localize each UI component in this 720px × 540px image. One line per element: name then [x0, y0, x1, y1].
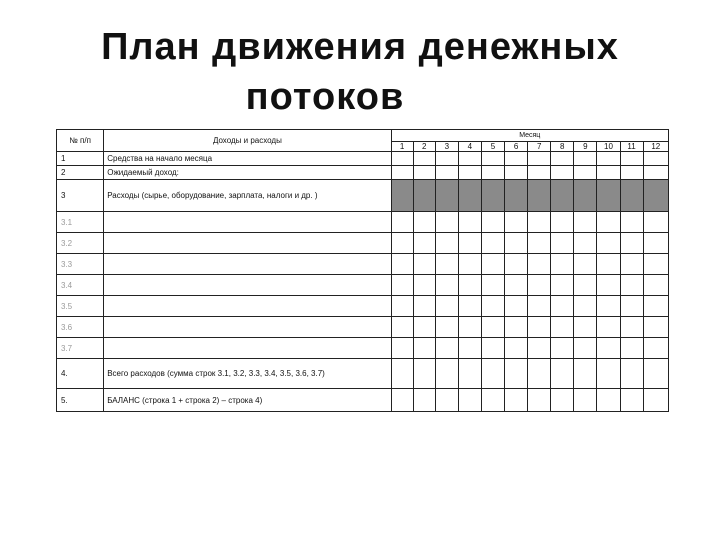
month-cell	[620, 166, 643, 180]
month-cell	[458, 389, 481, 412]
month-cell	[505, 317, 528, 338]
shaded-month-cell	[458, 180, 481, 212]
month-cell	[574, 152, 597, 166]
month-cell	[435, 212, 458, 233]
month-cell	[458, 212, 481, 233]
row-description	[104, 296, 391, 317]
month-cell	[620, 338, 643, 359]
month-cell	[435, 275, 458, 296]
month-cell	[643, 389, 668, 412]
month-cell	[413, 389, 435, 412]
row-description	[104, 233, 391, 254]
month-cell	[528, 359, 551, 389]
month-cell	[458, 275, 481, 296]
month-cell	[481, 166, 504, 180]
row-number: 3	[57, 180, 104, 212]
month-cell	[643, 275, 668, 296]
month-cell	[458, 338, 481, 359]
month-cell	[528, 152, 551, 166]
month-cell	[435, 296, 458, 317]
month-cell	[458, 233, 481, 254]
month-cell	[505, 389, 528, 412]
month-cell	[481, 152, 504, 166]
month-cell	[505, 233, 528, 254]
shaded-month-cell	[551, 180, 574, 212]
table-row	[57, 152, 669, 166]
month-header-cell: 11	[620, 142, 643, 152]
row-number: 4.	[57, 359, 104, 389]
month-cell	[391, 317, 413, 338]
row-description: Всего расходов (сумма строк 3.1, 3.2, 3.3, 3.4, 3.5, 3.6, 3.7)	[104, 359, 391, 389]
row-number: 2	[57, 166, 104, 180]
row-description	[104, 338, 391, 359]
table-row	[57, 296, 669, 317]
month-cell	[435, 389, 458, 412]
month-cell	[481, 338, 504, 359]
table-row	[57, 180, 669, 212]
month-cell	[481, 254, 504, 275]
row-number: 3.1	[57, 212, 104, 233]
table-row	[57, 166, 669, 180]
month-cell	[574, 338, 597, 359]
row-description	[104, 275, 391, 296]
month-cell	[551, 212, 574, 233]
month-cell	[620, 389, 643, 412]
month-cell	[620, 233, 643, 254]
month-cell	[620, 317, 643, 338]
row-description: Расходы (сырье, оборудование, зарплата, налоги и др. )	[104, 180, 391, 212]
month-cell	[643, 317, 668, 338]
month-cell	[574, 389, 597, 412]
table-row	[57, 275, 669, 296]
month-cell	[574, 317, 597, 338]
shaded-month-cell	[643, 180, 668, 212]
month-cell	[574, 233, 597, 254]
month-cell	[574, 254, 597, 275]
month-cell	[597, 389, 620, 412]
month-cell	[528, 254, 551, 275]
month-header-cell: 4	[458, 142, 481, 152]
month-cell	[597, 317, 620, 338]
month-cell	[481, 317, 504, 338]
month-cell	[551, 359, 574, 389]
month-cell	[435, 338, 458, 359]
month-header-cell: 7	[528, 142, 551, 152]
table-row	[57, 212, 669, 233]
month-cell	[435, 359, 458, 389]
row-number: 3.6	[57, 317, 104, 338]
month-cell	[505, 152, 528, 166]
month-header-cell: 3	[435, 142, 458, 152]
month-cell	[551, 254, 574, 275]
column-header-description: Доходы и расходы	[104, 130, 391, 152]
table-row	[57, 389, 669, 412]
month-cell	[643, 359, 668, 389]
month-cell	[597, 359, 620, 389]
row-number: 1	[57, 152, 104, 166]
month-cell	[643, 166, 668, 180]
shaded-month-cell	[597, 180, 620, 212]
column-header-number: № п/п	[57, 130, 104, 152]
month-cell	[391, 212, 413, 233]
month-cell	[643, 233, 668, 254]
month-header-cell: 1	[391, 142, 413, 152]
month-cell	[528, 233, 551, 254]
column-header-month: Месяц	[391, 130, 668, 142]
month-cell	[413, 275, 435, 296]
month-cell	[620, 212, 643, 233]
month-cell	[597, 166, 620, 180]
month-cell	[413, 152, 435, 166]
month-cell	[574, 296, 597, 317]
month-cell	[597, 212, 620, 233]
month-cell	[528, 166, 551, 180]
month-cell	[528, 296, 551, 317]
month-cell	[505, 338, 528, 359]
month-cell	[505, 275, 528, 296]
month-cell	[413, 212, 435, 233]
table-row	[57, 254, 669, 275]
title-line-1: План движения денежных	[101, 26, 619, 68]
month-cell	[574, 275, 597, 296]
month-cell	[505, 166, 528, 180]
row-number: 3.5	[57, 296, 104, 317]
month-cell	[481, 233, 504, 254]
month-cell	[458, 254, 481, 275]
month-cell	[551, 296, 574, 317]
month-cell	[458, 359, 481, 389]
month-cell	[391, 296, 413, 317]
month-cell	[391, 389, 413, 412]
month-cell	[528, 317, 551, 338]
month-cell	[551, 389, 574, 412]
month-cell	[551, 233, 574, 254]
shaded-month-cell	[574, 180, 597, 212]
month-cell	[620, 254, 643, 275]
row-description	[104, 212, 391, 233]
cash-flow-table	[56, 129, 669, 412]
month-header-cell: 12	[643, 142, 668, 152]
month-cell	[643, 152, 668, 166]
month-cell	[435, 254, 458, 275]
month-cell	[435, 317, 458, 338]
month-cell	[391, 152, 413, 166]
month-cell	[597, 233, 620, 254]
month-cell	[481, 359, 504, 389]
table-row	[57, 359, 669, 389]
month-cell	[391, 166, 413, 180]
table-row	[57, 233, 669, 254]
row-description: БАЛАНС (строка 1 + строка 2) – строка 4)	[104, 389, 391, 412]
month-cell	[620, 359, 643, 389]
month-cell	[528, 338, 551, 359]
month-cell	[574, 359, 597, 389]
month-cell	[391, 275, 413, 296]
month-header-cell: 6	[505, 142, 528, 152]
month-cell	[481, 212, 504, 233]
row-description	[104, 317, 391, 338]
shaded-month-cell	[435, 180, 458, 212]
month-cell	[435, 152, 458, 166]
table-row	[57, 317, 669, 338]
month-cell	[391, 338, 413, 359]
title-line-2: потоков	[245, 76, 405, 118]
month-cell	[458, 166, 481, 180]
month-cell	[620, 296, 643, 317]
month-cell	[597, 275, 620, 296]
month-cell	[505, 212, 528, 233]
month-cell	[643, 254, 668, 275]
month-cell	[551, 317, 574, 338]
table-body	[57, 152, 669, 412]
row-description: Средства на начало месяца	[104, 152, 391, 166]
month-cell	[481, 275, 504, 296]
row-number: 3.2	[57, 233, 104, 254]
month-cell	[551, 338, 574, 359]
month-cell	[574, 212, 597, 233]
shaded-month-cell	[481, 180, 504, 212]
shaded-month-cell	[620, 180, 643, 212]
row-description	[104, 254, 391, 275]
month-cell	[643, 338, 668, 359]
month-cell	[481, 296, 504, 317]
month-cell	[528, 389, 551, 412]
month-cell	[435, 233, 458, 254]
shaded-month-cell	[391, 180, 413, 212]
month-cell	[551, 275, 574, 296]
month-cell	[481, 389, 504, 412]
month-cell	[597, 254, 620, 275]
table-header	[57, 130, 669, 152]
month-cell	[643, 296, 668, 317]
month-cell	[413, 338, 435, 359]
row-number: 3.4	[57, 275, 104, 296]
month-cell	[597, 338, 620, 359]
month-cell	[458, 152, 481, 166]
row-number: 3.3	[57, 254, 104, 275]
month-cell	[643, 212, 668, 233]
shaded-month-cell	[413, 180, 435, 212]
month-cell	[574, 166, 597, 180]
month-cell	[505, 296, 528, 317]
month-header-cell: 10	[597, 142, 620, 152]
month-cell	[435, 166, 458, 180]
month-cell	[413, 254, 435, 275]
row-number: 3.7	[57, 338, 104, 359]
month-cell	[528, 212, 551, 233]
shaded-month-cell	[505, 180, 528, 212]
slide-title	[0, 22, 720, 122]
month-cell	[413, 233, 435, 254]
shaded-month-cell	[528, 180, 551, 212]
row-description: Ожидаемый доход:	[104, 166, 391, 180]
month-cell	[551, 166, 574, 180]
month-cell	[597, 296, 620, 317]
table-row	[57, 338, 669, 359]
row-number: 5.	[57, 389, 104, 412]
month-cell	[458, 296, 481, 317]
month-cell	[505, 254, 528, 275]
month-cell	[505, 359, 528, 389]
month-cell	[620, 152, 643, 166]
month-cell	[597, 152, 620, 166]
month-header-cell: 5	[481, 142, 504, 152]
month-header-cell: 2	[413, 142, 435, 152]
month-cell	[391, 359, 413, 389]
month-header-cell: 8	[551, 142, 574, 152]
month-cell	[458, 317, 481, 338]
month-cell	[413, 166, 435, 180]
month-cell	[551, 152, 574, 166]
month-header-cell: 9	[574, 142, 597, 152]
month-cell	[391, 233, 413, 254]
month-cell	[413, 359, 435, 389]
month-cell	[528, 275, 551, 296]
month-cell	[391, 254, 413, 275]
month-cell	[620, 275, 643, 296]
month-cell	[413, 317, 435, 338]
month-cell	[413, 296, 435, 317]
